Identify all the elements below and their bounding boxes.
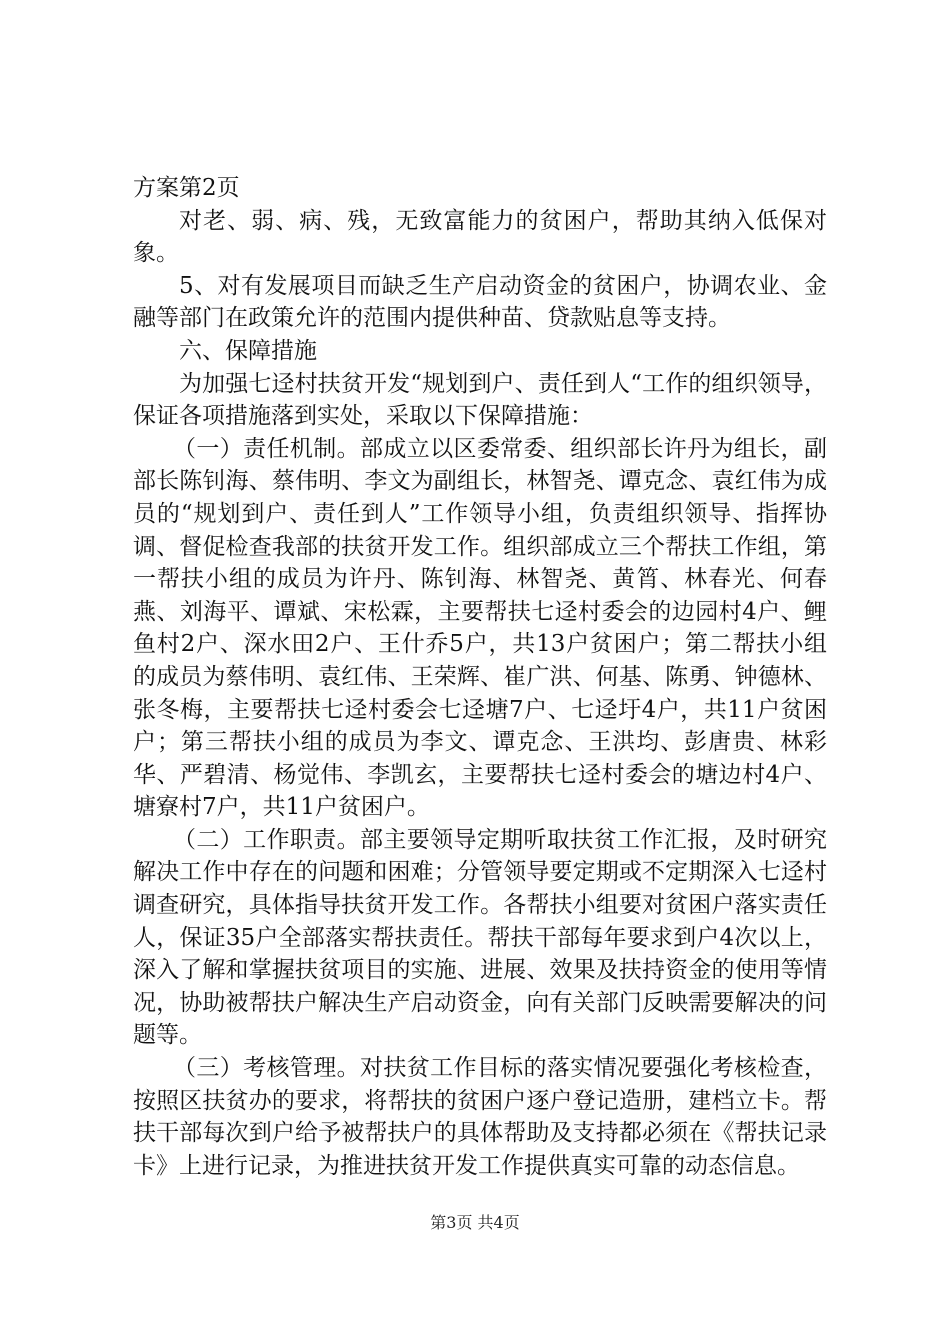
paragraph-work-duties: （二）工作职责。部主要领导定期听取扶贫工作汇报，及时研究解决工作中存在的问题和困难；分管领导要定期或不定期深入七迳村调查研究，具体指导扶贫开发工作。各帮扶小组要对贫困户落实责任人，保证35户全部落实帮扶责任。帮扶干部每年要求到户4次以上，深入了解和掌握扶贫项目的实施、进展、效果及扶持资金的使用等情况，协助被帮扶户解决生产启动资金，向有关部门反映需要解决的问题等。 [133,826,827,1049]
paragraph-item-5: 5、对有发展项目而缺乏生产启动资金的贫困户，协调农业、金融等部门在政策允许的范围内提供种苗、贷款贴息等支持。 [133,272,827,332]
paragraph-assessment-management: （三）考核管理。对扶贫工作目标的落实情况要强化考核检查，按照区扶贫办的要求，将帮扶的贫困户逐户登记造册，建档立卡。帮扶干部每次到户给予被帮扶户的具体帮助及支持都必须在《帮扶记录卡》上进行记录，为推进扶贫开发工作提供真实可靠的动态信息。 [133,1055,827,1179]
paragraph-responsibility-mechanism: （一）责任机制。部成立以区委常委、组织部长许丹为组长，副部长陈钊海、蔡伟明、李文为副组长，林智尧、谭克念、袁红伟为成员的“规划到户、责任到人”工作领导小组，负责组织领导、指挥协调、督促检查我部的扶贫开发工作。组织部成立三个帮扶工作组，第一帮扶小组的成员为许丹、陈钊海、林智尧、黄筲、林春光、何春燕、刘海平、谭斌、宋松霖，主要帮扶七迳村委会的边园村4户、鲤鱼村2户、深水田2户、王什乔5户，共13户贫困户；第二帮扶小组的成员为蔡伟明、袁红伟、王荣辉、崔广洪、何基、陈勇、钟德林、张冬梅，主要帮扶七迳村委会七迳塘7户、七迳圩4户，共11户贫困户；第三帮扶小组的成员为李文、谭克念、王洪均、彭唐贵、林彩华、严碧清、杨觉伟、李凯玄，主要帮扶七迳村委会的塘边村4户、塘寮村7户，共11户贫困户。 [133,435,827,821]
paragraph-low-income: 对老、弱、病、残，无致富能力的贫困户，帮助其纳入低保对象。 [133,207,827,267]
page-footer: 第3页 共4页 [430,1213,520,1232]
page-header-line: 方案第2页 [133,175,240,201]
paragraph-safeguards-intro: 为加强七迳村扶贫开发“规划到户、责任到人“工作的组织领导，保证各项措施落到实处，采取以下保障措施： [133,370,827,430]
section-heading-safeguards: 六、保障措施 [179,337,317,364]
document-body [133,172,827,1182]
